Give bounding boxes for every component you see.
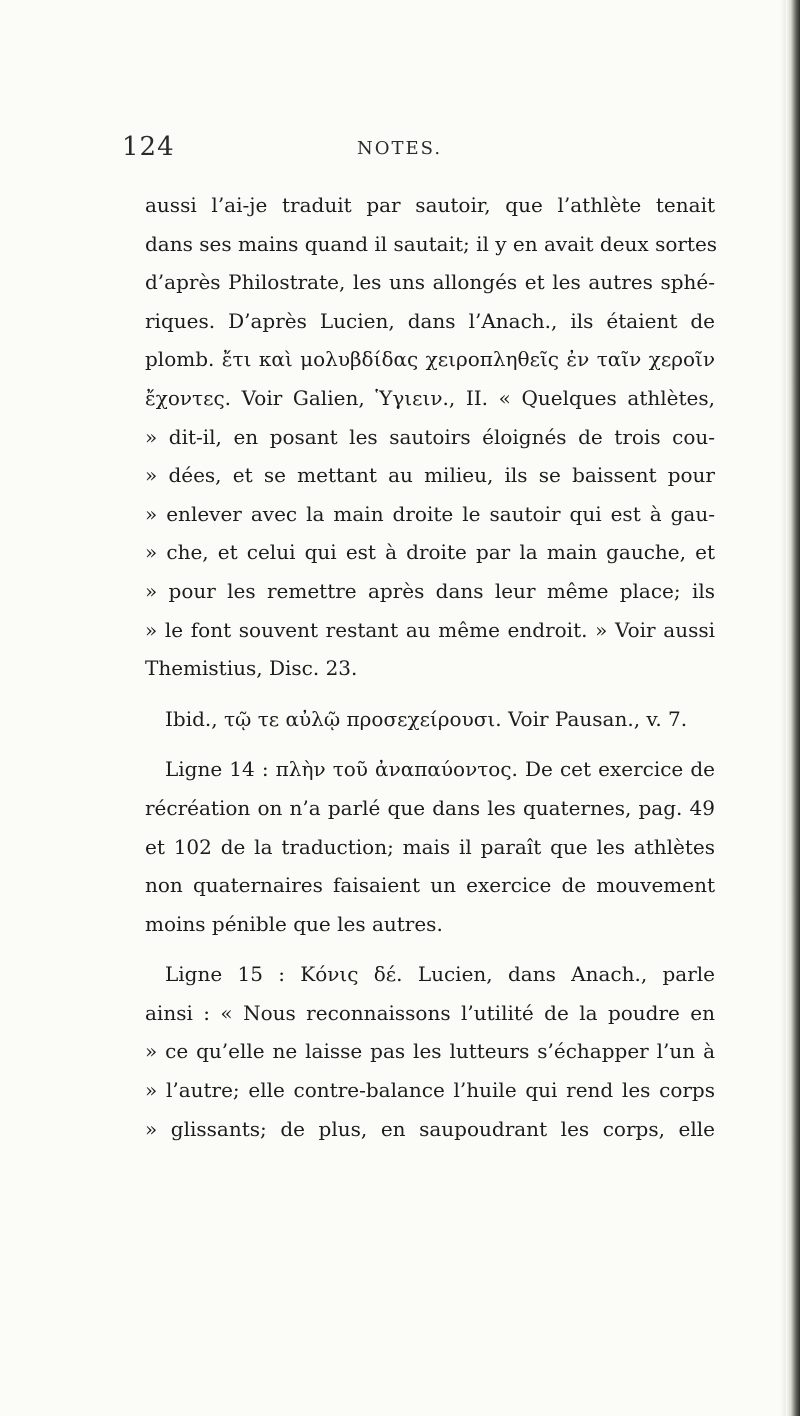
text-line: Ligne 14 : πλὴν τοῦ ἀναπαύοντος. De cet exercice de — [165, 757, 715, 782]
text-line: dans ses mains quand il sautait; il y en avait deux sortes — [145, 231, 718, 256]
text-line: » glissants; de plus, en saupoudrant les corps, elle — [145, 1116, 715, 1141]
text-line: aussi l’ai-je traduit par sautoir, que l’athlète tenait — [145, 193, 715, 217]
text-line: récréation on n’a parlé que dans les quaternes, pag. 49 — [145, 795, 715, 820]
page-edge — [786, 0, 800, 1416]
paragraph-ibid — [145, 700, 715, 739]
page-number: 124 — [122, 132, 175, 162]
text-line: ἔχοντες. Voir Galien, Ὑγιειν., II. « Quelques athlètes, — [145, 385, 715, 410]
text-line: » l’autre; elle contre-balance l’huile qui rend les corps — [145, 1078, 715, 1103]
text-line: » dit-il, en posant les sautoirs éloignés de trois cou- — [145, 424, 715, 449]
running-title: NOTES. — [357, 138, 443, 159]
text-line: Themistius, Disc. 23. — [145, 656, 358, 681]
text-line: Ligne 15 : Κόνις δέ. Lucien, dans Anach., parle — [165, 962, 715, 987]
text-line: Ibid., τῷ τε αὐλῷ προσεχείρουσι. Voir Pausan., v. 7. — [165, 706, 688, 731]
text-line: » le font souvent restant au même endroit. » Voir aussi — [145, 617, 715, 642]
text-line: ainsi : « Nous reconnaissons l’utilité de la poudre en — [145, 1000, 715, 1025]
body-text — [145, 186, 718, 1148]
text-line: d’après Philostrate, les uns allongés et les autres sphé- — [145, 270, 715, 295]
text-line: non quaternaires faisaient un exercice de mouvement — [145, 873, 715, 898]
paragraph-ligne-15 — [145, 955, 715, 1148]
paragraph-ligne-14 — [145, 750, 715, 943]
text-line: » dées, et se mettant au milieu, ils se baissent pour — [145, 463, 715, 488]
text-line: » ce qu’elle ne laisse pas les lutteurs s’échapper l’un à — [145, 1039, 715, 1064]
text-line: moins pénible que les autres. — [145, 911, 443, 936]
text-line: plomb. ἔτι καὶ μολυβδίδας χειροπληθεῖς ἐν ταῖν χεροῖν — [145, 347, 715, 372]
text-line: » pour les remettre après dans leur même place; ils — [145, 578, 715, 603]
text-line: » enlever avec la main droite le sautoir qui est à gau- — [145, 501, 715, 526]
paragraph-sautoir — [145, 186, 718, 688]
text-line: et 102 de la traduction; mais il paraît que les athlètes — [145, 834, 715, 859]
running-head — [122, 132, 742, 172]
text-line: riques. D’après Lucien, dans l’Anach., ils étaient de — [145, 308, 715, 333]
text-line: » che, et celui qui est à droite par la main gauche, et — [145, 540, 715, 565]
